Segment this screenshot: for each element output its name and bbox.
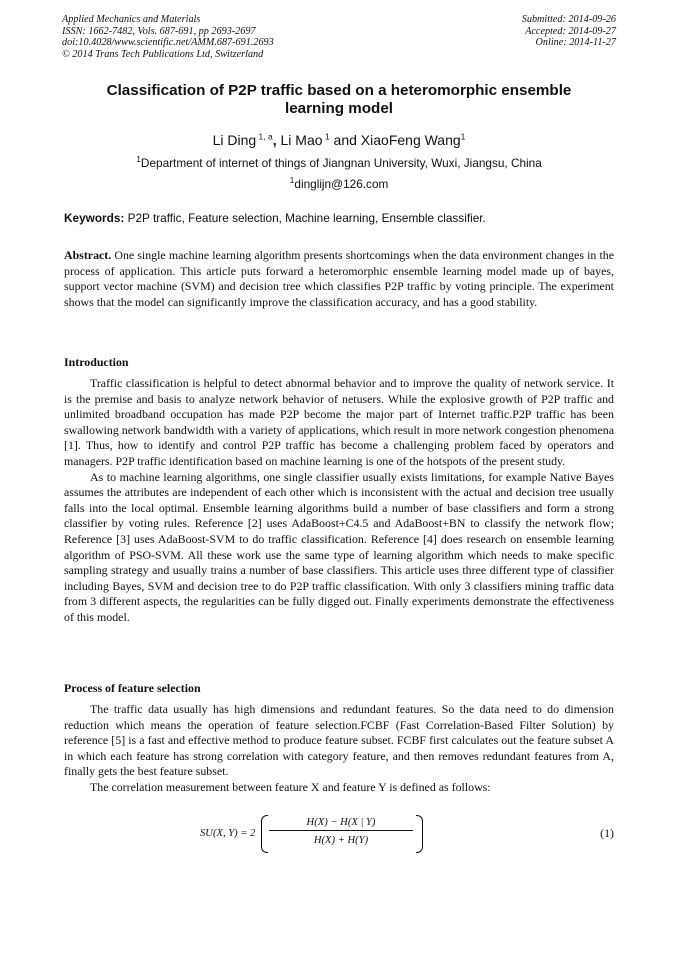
author-name: Li Mao	[280, 132, 323, 148]
section-heading-introduction: Introduction	[64, 355, 129, 369]
author-superscript: 1, a	[258, 131, 273, 142]
paragraph: The traffic data usually has high dimensions and redundant features. So the data need to do dimension reduction which means the operation of feature selection.FCBF (Fast Correlation-Based Filter Solution) by reference [5] is a fast and effective method to produce feature subset. FCBF first calculates out the feature subset A in which each feature has strong correlation with category feature, and then removes redundant features from A, finally gets the best feature subset.	[64, 702, 614, 779]
paragraph: Traffic classification is helpful to detect abnormal behavior and to improve the quality of network service. It is the premise and basis to analyze network behavior of netusers. While the explosive growth of P2P traffic and unlimited broadband occupation has made P2P become the major part of Internet traffic.P2P traffic has been swallowing network bandwidth with a variety of applications, which result in more network congestion phenomena [1]. Thus, how to identify and control P2P traffic has become a challenging problem faced by operators and managers. P2P traffic identification based on machine learning is one of the hotspots of the present study.	[64, 376, 614, 468]
affiliation-text: Department of internet of things of Jiangnan University, Wuxi, Jiangsu, China	[140, 156, 542, 170]
online-date: Online: 2014-11-27	[535, 37, 616, 49]
equation-denominator: H(X) + H(Y)	[313, 835, 369, 846]
left-paren	[261, 815, 268, 853]
paper-title	[62, 82, 616, 118]
author-email	[62, 177, 616, 191]
author-name: XiaoFeng Wang	[360, 132, 461, 148]
abstract-text: One single machine learning algorithm presents shortcomings when the data environment changes in the process of application. This article puts forward a heteromorphic ensemble learning model made up of bayes, support vector machine (SVM) and decision tree which classifies P2P traffic by voting principle. The experiment shows that the model can significantly improve the classification accuracy, and has a good stability.	[64, 248, 614, 309]
submitted-date: Submitted: 2014-09-26	[521, 14, 616, 25]
affiliation-superscript: 1	[136, 154, 141, 165]
header-left	[62, 14, 274, 60]
affiliation	[62, 156, 616, 170]
equation-lhs: SU(X, Y) = 2	[200, 828, 256, 839]
email-superscript: 1	[289, 175, 295, 186]
keywords-text: P2P traffic, Feature selection, Machine learning, Ensemble classifier.	[124, 211, 486, 225]
accepted-date: Accepted: 2014-09-27	[525, 25, 616, 37]
doi-line: doi:10.4028/www.scientific.net/AMM.687-691.2693	[62, 37, 274, 49]
equation-numerator: H(X) − H(X | Y)	[269, 817, 413, 831]
introduction-body	[64, 376, 614, 626]
paragraph: As to machine learning algorithms, one single classifier usually exists limitations, for example Native Bayes assumes the attributes are independent of each other which is inconsistent with the actual and decision tree usually falls into the local optimal. Ensemble learning algorithms build a number of base classifiers and form a strong classifier by voting rules. Reference [2] uses AdaBoost+C4.5 and AdaBoost+BN to classify the network flow; Reference [3] uses AdaBoost-SVM to do traffic classification. Reference [4] does research on ensemble learning algorithm of PSO-SVM. All these work use the same type of learning algorithm which needs to make specific sampling strategy and usually trains a number of base classifiers. This article uses three different type of classifier including Bayes, SVM and decision tree to do P2P traffic classification. With only 3 classifiers mining traffic data from 3 different aspects, the regularities can be fully digged out. Finally experiments demonstrate the effectiveness of this model.	[64, 469, 614, 624]
keywords	[64, 211, 614, 225]
equation-number: (1)	[600, 826, 614, 840]
author-list	[62, 132, 616, 148]
header-right	[522, 14, 616, 49]
author-superscript: 1	[460, 131, 466, 142]
feature-selection-body	[64, 702, 614, 796]
journal-name: Applied Mechanics and Materials	[62, 14, 201, 25]
equation-fraction	[269, 817, 413, 846]
email-text: dinglijn@126.com	[294, 177, 389, 191]
author-name: Li Ding	[212, 132, 257, 148]
author-separator: and	[329, 132, 361, 148]
section-heading-feature-selection: Process of feature selection	[64, 681, 201, 695]
copyright-line: © 2014 Trans Tech Publications Ltd, Switzerland	[62, 48, 264, 60]
abstract	[64, 248, 614, 310]
author-superscript: 1	[324, 131, 330, 142]
issn-line: ISSN: 1662-7482, Vols. 687-691, pp 2693-2697	[62, 25, 256, 37]
author-separator: ,	[272, 132, 281, 148]
keywords-label: Keywords:	[64, 211, 125, 225]
right-paren	[416, 815, 423, 853]
paragraph: The correlation measurement between feature X and feature Y is defined as follows:	[90, 779, 491, 794]
title-line-1: Classification of P2P traffic based on a heteromorphic ensemble	[106, 82, 572, 99]
title-line-2: learning model	[284, 100, 394, 117]
abstract-label: Abstract.	[64, 248, 112, 262]
